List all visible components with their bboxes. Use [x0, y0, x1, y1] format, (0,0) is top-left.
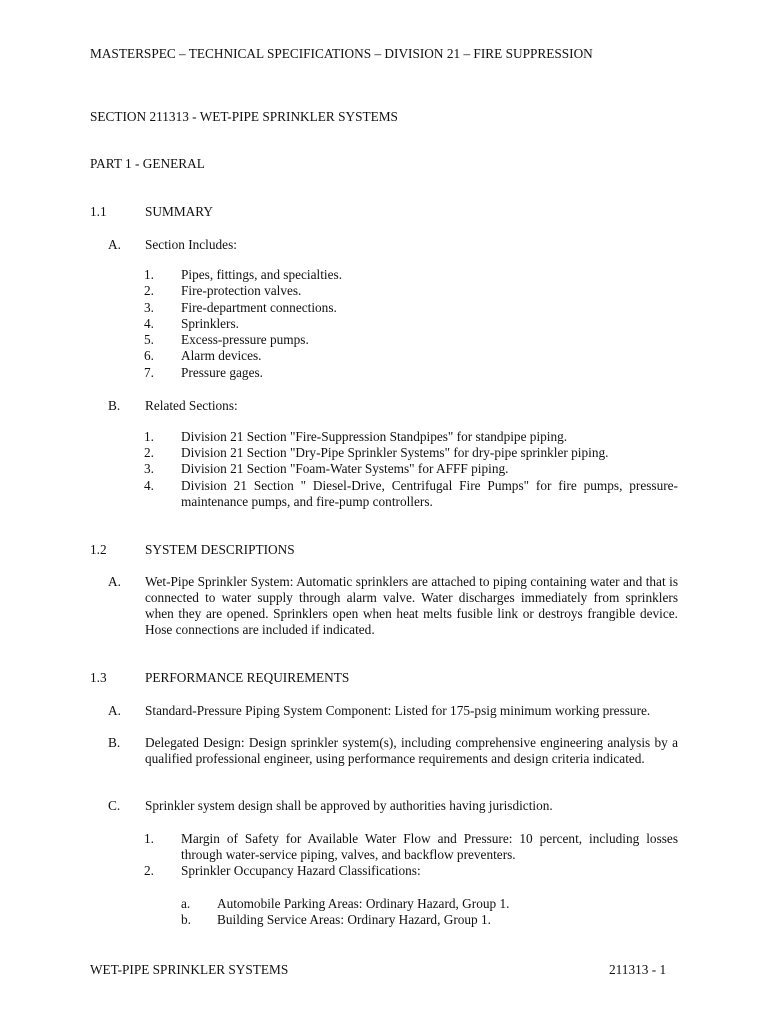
paragraph-letter: A.	[108, 703, 121, 718]
paragraph-text: Section Includes:	[145, 237, 237, 252]
list-number: 4.	[144, 478, 154, 493]
list-item: Division 21 Section " Diesel-Drive, Centrifugal Fire Pumps" for fire pumps, pressure-maintenance pumps, and fire-pump controllers.	[181, 478, 678, 509]
article-number: 1.3	[90, 670, 107, 685]
list-item: Division 21 Section "Foam-Water Systems" for AFFF piping.	[181, 461, 509, 476]
paragraph-text: Wet-Pipe Sprinkler System: Automatic sprinklers are attached to piping containing water and that is connected to water supply through alarm valve. Water discharges immediately from sprinklers when they are opened. Sprinklers open when heat melts fusible link or destroys frangible device. Hose connections are included if indicated.	[145, 574, 678, 637]
paragraph-text: Delegated Design: Design sprinkler system(s), including comprehensive engineering analysis by a qualified professional engineer, using performance requirements and design criteria indicated.	[145, 735, 678, 766]
list-item: Division 21 Section "Dry-Pipe Sprinkler Systems" for dry-pipe sprinkler piping.	[181, 445, 609, 460]
paragraph-text: Sprinkler system design shall be approved by authorities having jurisdiction.	[145, 798, 553, 813]
part-heading: PART 1 - GENERAL	[90, 156, 205, 171]
sublist-item: Building Service Areas: Ordinary Hazard, Group 1.	[217, 912, 491, 927]
list-item: Alarm devices.	[181, 348, 262, 363]
list-number: 1.	[144, 267, 154, 282]
list-number: 1.	[144, 831, 154, 846]
list-item: Division 21 Section "Fire-Suppression Standpipes" for standpipe piping.	[181, 429, 568, 444]
list-number: 3.	[144, 300, 154, 315]
page-header: MASTERSPEC – TECHNICAL SPECIFICATIONS – DIVISION 21 – FIRE SUPPRESSION	[90, 46, 593, 61]
article-number: 1.2	[90, 542, 107, 557]
sublist-letter: a.	[181, 896, 191, 911]
list-number: 2.	[144, 863, 154, 878]
list-item: Excess-pressure pumps.	[181, 332, 309, 347]
paragraph-letter: B.	[108, 398, 121, 413]
list-number: 4.	[144, 316, 154, 331]
article-title: PERFORMANCE REQUIREMENTS	[145, 670, 350, 685]
list-number: 5.	[144, 332, 154, 347]
article-title: SUMMARY	[145, 204, 213, 219]
paragraph-letter: A.	[108, 574, 121, 589]
list-item: Fire-protection valves.	[181, 283, 302, 298]
list-number: 2.	[144, 283, 154, 298]
page-number: 211313 - 1	[609, 962, 667, 977]
list-item: Margin of Safety for Available Water Flow and Pressure: 10 percent, including losses through water-service piping, valves, and backflow preventers.	[181, 831, 678, 862]
article-title: SYSTEM DESCRIPTIONS	[145, 542, 295, 557]
list-number: 1.	[144, 429, 154, 444]
section-title: SECTION 211313 - WET-PIPE SPRINKLER SYSTEMS	[90, 109, 398, 124]
sublist-letter: b.	[181, 912, 191, 927]
paragraph-letter: B.	[108, 735, 121, 750]
paragraph-letter: A.	[108, 237, 121, 252]
list-item: Fire-department connections.	[181, 300, 337, 315]
list-number: 3.	[144, 461, 154, 476]
paragraph-letter: C.	[108, 798, 121, 813]
list-item: Sprinkler Occupancy Hazard Classifications:	[181, 863, 421, 878]
footer-title: WET-PIPE SPRINKLER SYSTEMS	[90, 962, 289, 977]
list-number: 2.	[144, 445, 154, 460]
list-item: Sprinklers.	[181, 316, 239, 331]
list-item: Pressure gages.	[181, 365, 263, 380]
list-number: 7.	[144, 365, 154, 380]
paragraph-text: Related Sections:	[145, 398, 238, 413]
paragraph-text: Standard-Pressure Piping System Component: Listed for 175-psig minimum working pressure.	[145, 703, 651, 718]
article-number: 1.1	[90, 204, 107, 219]
list-item: Pipes, fittings, and specialties.	[181, 267, 343, 282]
sublist-item: Automobile Parking Areas: Ordinary Hazard, Group 1.	[217, 896, 510, 911]
list-number: 6.	[144, 348, 154, 363]
